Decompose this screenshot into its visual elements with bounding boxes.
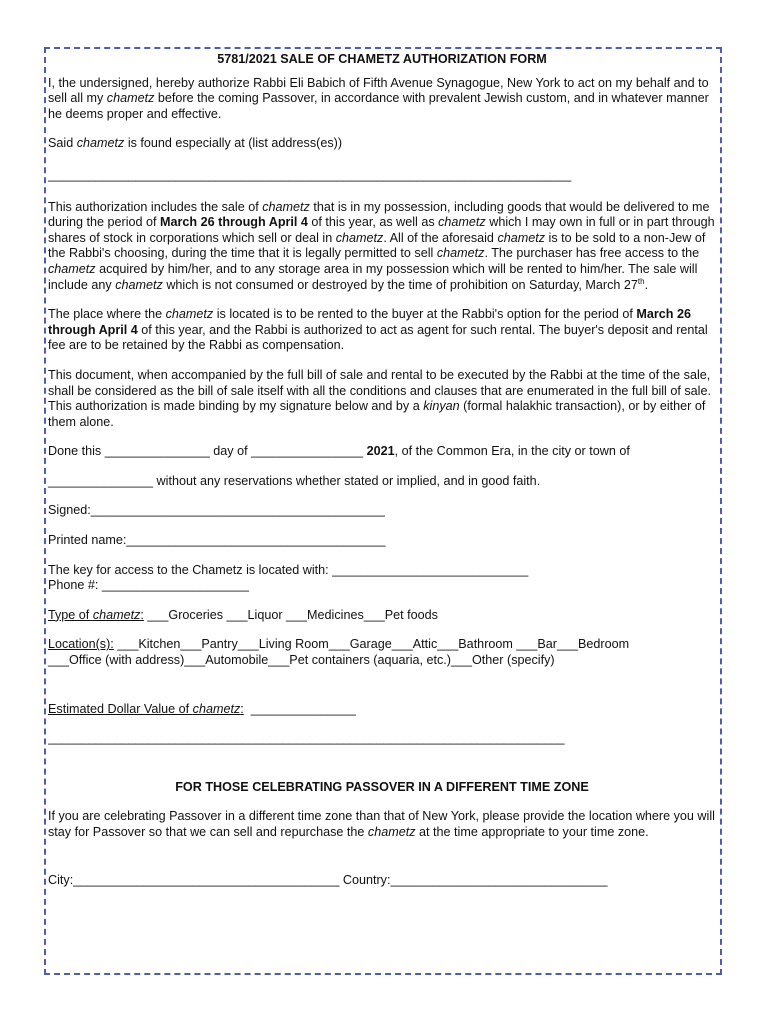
done-date-line[interactable]: Done this _______________ day of ________________ 2021, of the Common Era, in the city or town of bbox=[48, 444, 630, 459]
long-blank-line[interactable]: _____________________________________________________________________________ bbox=[48, 731, 565, 746]
printed-name-field[interactable]: Printed name:_____________________________________ bbox=[48, 533, 386, 548]
phone-field[interactable]: Phone #: _____________________ bbox=[48, 578, 250, 593]
location-row[interactable]: Location(s): ___Kitchen___Pantry___Living Room___Garage___Attic___Bathroom ___Bar___Bedroom bbox=[48, 637, 630, 652]
address-prompt: Said chametz is found especially at (list address(es)) bbox=[48, 136, 343, 151]
form-title: 5781/2021 SALE OF CHAMETZ AUTHORIZATION FORM bbox=[217, 52, 547, 66]
time-zone-heading: FOR THOSE CELEBRATING PASSOVER IN A DIFFERENT TIME ZONE bbox=[175, 779, 589, 794]
sale-scope-paragraph: This authorization includes the sale of chametz that is in my possession, including goods that would be delivered to me during the period of March 26 through April 4 of this year, as well as chametz which I may own in full or in part through shares of stock in corporations which sell or deal in chametz. All of the aforesaid chametz is to be sold to a non-Jew of the Rabbi's choosing, during the time that it is legally permitted to sell chametz. The purchaser has free access to the chametz acquired by him/her, and to any storage area in my possession which will be rented to him/her. The sale will include any chametz which is not consumed or destroyed by the time of prohibition on Saturday, March 27th. bbox=[48, 199, 715, 292]
city-field[interactable]: City:______________________________________ bbox=[48, 872, 340, 887]
signature-field[interactable]: Signed:__________________________________________ bbox=[48, 503, 385, 518]
estimated-value-label: Estimated Dollar Value of chametz: bbox=[48, 701, 244, 716]
address-field[interactable]: ______________________________________________________________________________ bbox=[48, 167, 571, 182]
authorization-form bbox=[48, 52, 716, 888]
estimated-value-row[interactable]: Estimated Dollar Value of chametz: _______________ bbox=[48, 701, 356, 716]
bill-of-sale-paragraph: This document, when accompanied by the full bill of sale and rental to be executed by the Rabbi at the time of the sale, shall be considered as the bill of sale itself with all the conditions and clauses that are enumerated in the full bill of sale. This authorization is made binding by my signature below and by a kinyan (formal halakhic transaction), or by either of them alone. bbox=[48, 367, 711, 429]
authorization-paragraph: I, the undersigned, hereby authorize Rabbi Eli Babich of Fifth Avenue Synagogue, New York to act on my behalf and to sell all my chametz before the coming Passover, in accordance with prevalent Jewish custom, and in whatever manner he deems proper and effective. bbox=[48, 75, 709, 121]
city-town-line[interactable]: _______________ without any reservations whether stated or implied, and in good faith. bbox=[48, 473, 541, 488]
rental-paragraph: The place where the chametz is located is to be rented to the buyer at the Rabbi's option for the period of March 26 through April 4 of this year, and the Rabbi is authorized to act as agent for such rental. The buyer's deposit and rental fee are to be retained by the Rabbi as compensation. bbox=[48, 307, 708, 353]
time-zone-paragraph: If you are celebrating Passover in a different time zone than that of New York, please provide the location where you will stay for Passover so that we can sell and repurchase the chametz at the time appropriate to your time zone. bbox=[48, 809, 715, 839]
location-label: Location(s): bbox=[48, 637, 114, 652]
key-access-field[interactable]: The key for access to the Chametz is located with: ____________________________ bbox=[48, 562, 529, 577]
location-row-2[interactable]: ___Office (with address)___Automobile___Pet containers (aquaria, etc.)___Other (specify) bbox=[48, 653, 555, 668]
country-field[interactable]: Country:_______________________________ bbox=[339, 872, 608, 887]
chametz-type-row[interactable]: Type of chametz: ___Groceries ___Liquor ___Medicines___Pet foods bbox=[48, 607, 438, 622]
chametz-type-label: Type of chametz: bbox=[48, 607, 144, 622]
city-country-row[interactable] bbox=[48, 873, 716, 889]
